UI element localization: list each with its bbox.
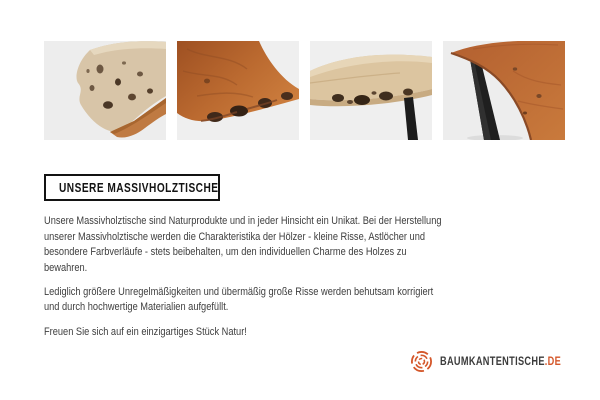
wood-slab-illustration-2 (177, 41, 299, 140)
paragraph (44, 214, 529, 276)
paragraph (44, 325, 529, 341)
text-line: Freuen Sie sich auf ein einzigartiges Stück Natur! (44, 325, 247, 338)
gallery-image-3[interactable] (310, 41, 432, 140)
gallery-image-2[interactable] (177, 41, 299, 140)
text-line: unserer Massivholztische werden die Charakteristika der Hölzer - kleine Risse, Astlöcher und (44, 230, 426, 243)
gallery-image-4[interactable] (443, 41, 565, 140)
section-heading-box (44, 174, 220, 201)
brand-wordmark (440, 356, 561, 368)
brand-logo[interactable] (410, 350, 591, 373)
gallery-image-1[interactable] (44, 41, 166, 140)
brand-name: BAUMKANTENTISCHE (440, 355, 545, 368)
text-line: Unsere Massivholztische sind Naturprodukte und in jeder Hinsicht ein Unikat. Bei der Herstellung (44, 215, 442, 227)
section-body (44, 214, 529, 349)
product-gallery (44, 41, 565, 140)
section-heading: UNSERE MASSIVHOLZTISCHE (59, 180, 219, 195)
paragraph (44, 285, 529, 316)
tree-rings-icon (410, 350, 433, 373)
text-line: Lediglich größere Unregelmäßigkeiten und übermäßig große Risse werden behutsam korrigiert (44, 285, 434, 298)
wood-slab-illustration-3 (310, 41, 432, 140)
text-line: bewahren. (44, 261, 88, 274)
text-line: und durch hochwertige Materialien aufgefüllt. (44, 301, 229, 314)
wood-slab-illustration-4 (443, 41, 565, 140)
wood-slab-illustration-1 (44, 41, 166, 140)
text-line: besondere Farbverläufe - stets beibehalten, um den individuellen Charme des Holzes zu (44, 246, 407, 259)
brand-tld: .DE (544, 355, 562, 368)
